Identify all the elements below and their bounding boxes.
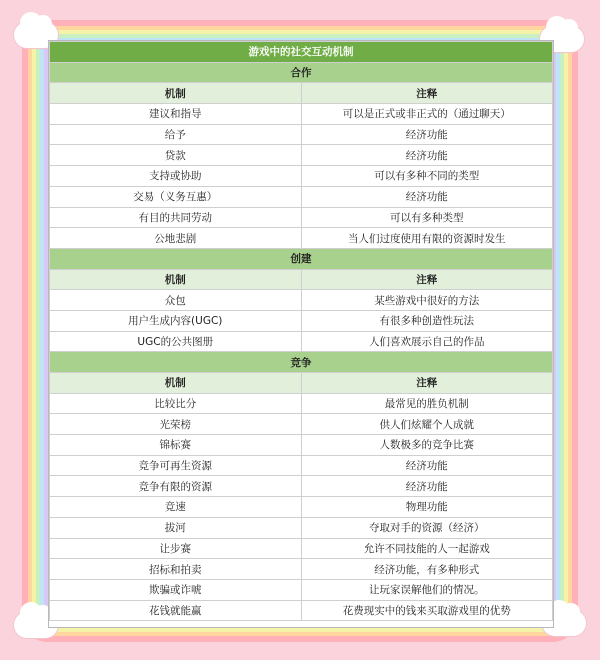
table-row	[50, 186, 553, 207]
note-cell: 可以有多种类型	[301, 207, 553, 228]
table-row	[50, 310, 553, 331]
note-cell: 经济功能	[301, 476, 553, 497]
note-cell: 供人们炫耀个人成就	[301, 414, 553, 435]
table-row	[50, 331, 553, 352]
column-header-mechanism: 机制	[50, 269, 302, 290]
column-header-row	[50, 269, 553, 290]
table-row	[50, 414, 553, 435]
table-row	[50, 290, 553, 311]
mechanism-cell: 竞争有限的资源	[50, 476, 302, 497]
table-row	[50, 497, 553, 518]
table-row	[50, 579, 553, 600]
note-cell: 夺取对手的资源（经济）	[301, 517, 553, 538]
table-row	[50, 124, 553, 145]
table-row	[50, 207, 553, 228]
section-header-row	[50, 62, 553, 83]
note-cell: 经济功能，有多种形式	[301, 559, 553, 580]
column-header-note: 注释	[301, 269, 553, 290]
section-title: 竞争	[50, 352, 553, 373]
mechanism-cell: 让步赛	[50, 538, 302, 559]
mechanism-cell: 支持或协助	[50, 166, 302, 187]
note-cell: 物理功能	[301, 497, 553, 518]
table-row	[50, 600, 553, 621]
table-row	[50, 476, 553, 497]
note-cell: 让玩家误解他们的情况。	[301, 579, 553, 600]
table-row	[50, 538, 553, 559]
table-row	[50, 145, 553, 166]
mechanism-cell: 建议和指导	[50, 104, 302, 125]
table-title-row	[50, 42, 553, 63]
mechanism-cell: 交易（义务互惠）	[50, 186, 302, 207]
table-row	[50, 559, 553, 580]
mechanism-cell: 竞速	[50, 497, 302, 518]
table-row	[50, 104, 553, 125]
column-header-row	[50, 83, 553, 104]
note-cell: 人们喜欢展示自己的作品	[301, 331, 553, 352]
column-header-note: 注释	[301, 83, 553, 104]
table-row	[50, 393, 553, 414]
section-header-row	[50, 248, 553, 269]
table-row	[50, 166, 553, 187]
note-cell: 最常见的胜负机制	[301, 393, 553, 414]
note-cell: 经济功能	[301, 124, 553, 145]
table-row	[50, 228, 553, 249]
mechanism-cell: 比较比分	[50, 393, 302, 414]
mechanism-cell: 用户生成内容(UGC)	[50, 310, 302, 331]
note-cell: 花费现实中的钱来买取游戏里的优势	[301, 600, 553, 621]
mechanics-table	[49, 41, 553, 621]
mechanism-cell: 光荣榜	[50, 414, 302, 435]
mechanism-cell: 拔河	[50, 517, 302, 538]
mechanism-cell: 花钱就能赢	[50, 600, 302, 621]
note-cell: 允许不同技能的人一起游戏	[301, 538, 553, 559]
mechanism-cell: 竞争可再生资源	[50, 455, 302, 476]
section-title: 创建	[50, 248, 553, 269]
column-header-mechanism: 机制	[50, 83, 302, 104]
mechanism-cell: 公地悲剧	[50, 228, 302, 249]
table-row	[50, 435, 553, 456]
table-card	[48, 40, 554, 628]
note-cell: 经济功能	[301, 455, 553, 476]
note-cell: 某些游戏中很好的方法	[301, 290, 553, 311]
section-title: 合作	[50, 62, 553, 83]
mechanism-cell: 锦标赛	[50, 435, 302, 456]
table-row	[50, 455, 553, 476]
mechanism-cell: UGC的公共图册	[50, 331, 302, 352]
mechanism-cell: 贷款	[50, 145, 302, 166]
mechanism-cell: 众包	[50, 290, 302, 311]
mechanism-cell: 欺骗或诈唬	[50, 579, 302, 600]
table-row	[50, 517, 553, 538]
column-header-note: 注释	[301, 373, 553, 394]
mechanism-cell: 有目的共同劳动	[50, 207, 302, 228]
mechanism-cell: 招标和拍卖	[50, 559, 302, 580]
table-title: 游戏中的社交互动机制	[50, 42, 553, 63]
note-cell: 当人们过度使用有限的资源时发生	[301, 228, 553, 249]
note-cell: 可以有多种不同的类型	[301, 166, 553, 187]
note-cell: 经济功能	[301, 145, 553, 166]
note-cell: 经济功能	[301, 186, 553, 207]
note-cell: 可以是正式或非正式的（通过聊天）	[301, 104, 553, 125]
column-header-row	[50, 373, 553, 394]
mechanism-cell: 给予	[50, 124, 302, 145]
note-cell: 有很多种创造性玩法	[301, 310, 553, 331]
note-cell: 人数极多的竞争比赛	[301, 435, 553, 456]
column-header-mechanism: 机制	[50, 373, 302, 394]
section-header-row	[50, 352, 553, 373]
